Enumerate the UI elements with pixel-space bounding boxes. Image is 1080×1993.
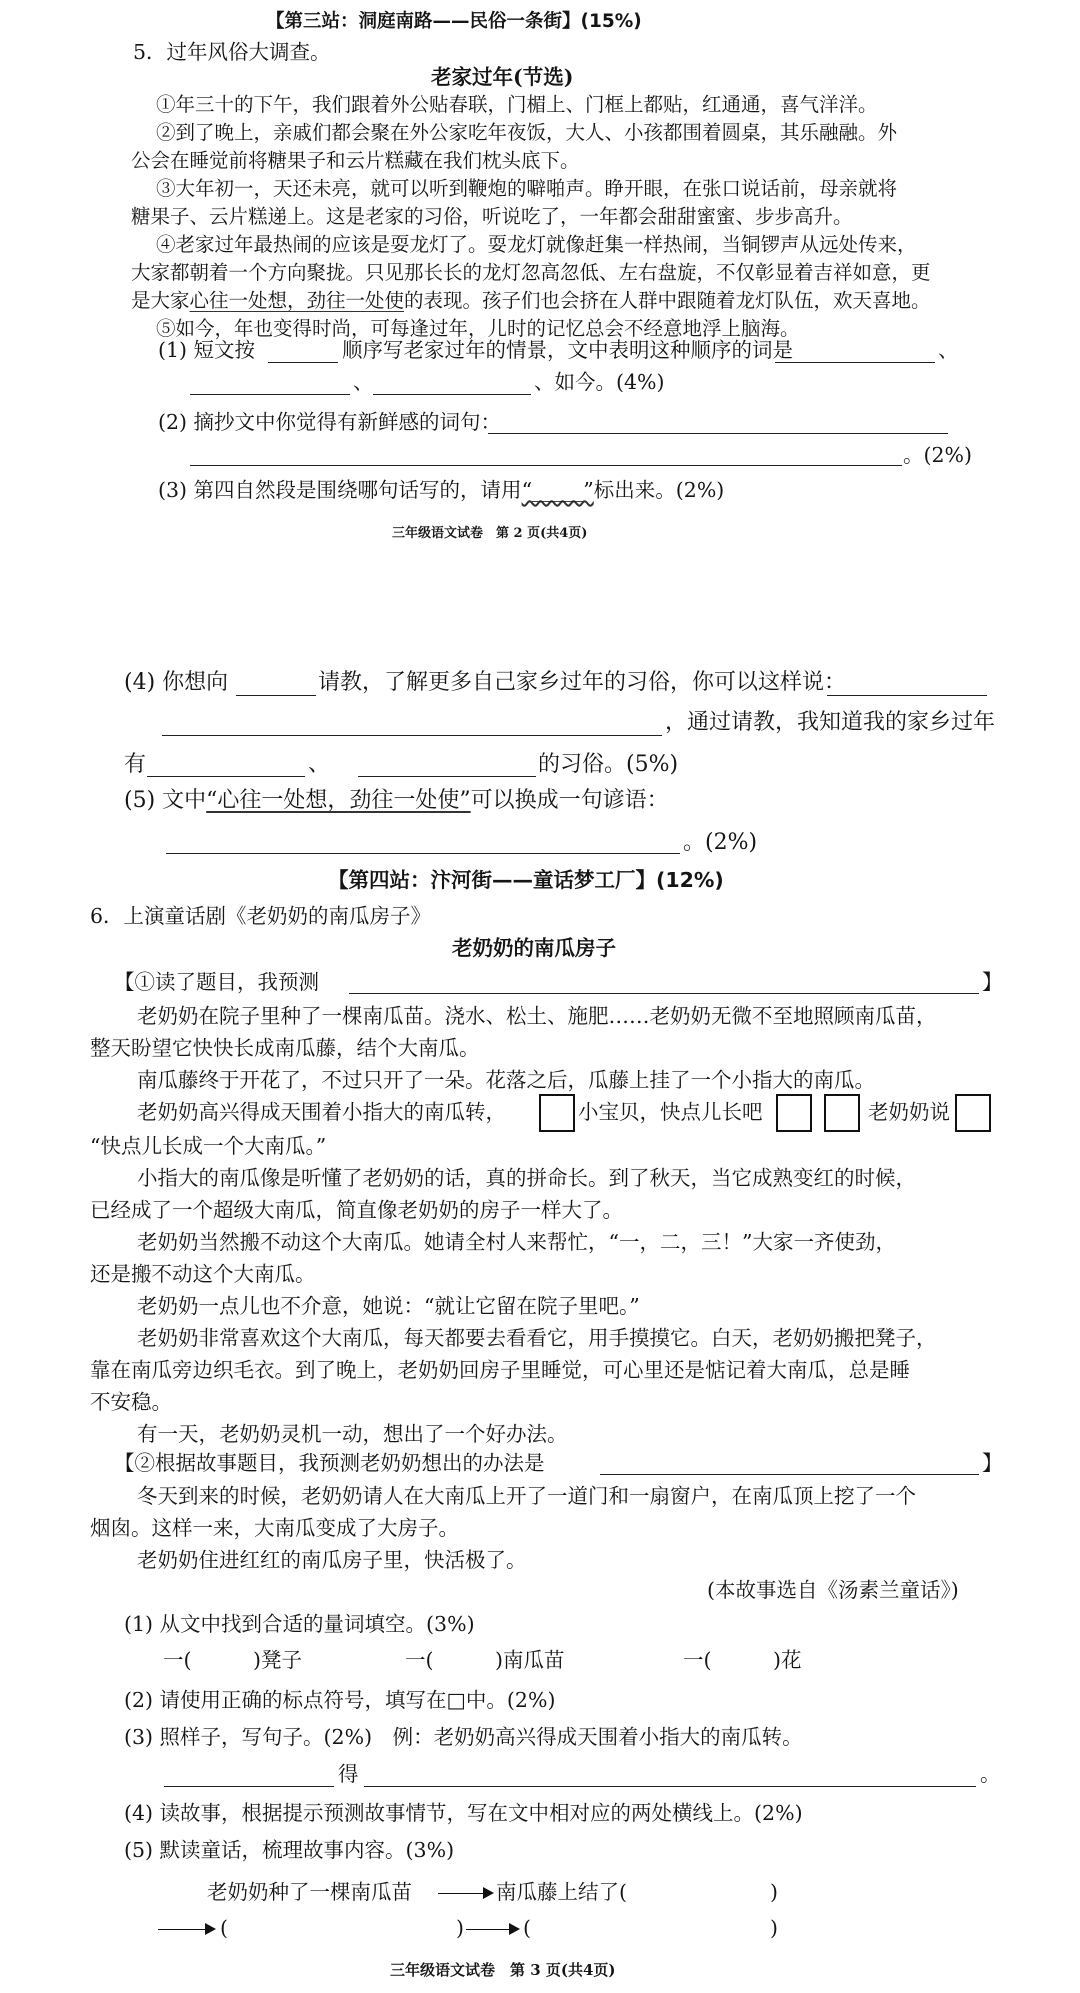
passage-p4c bbox=[131, 291, 931, 311]
q5-2-blank-line1[interactable] bbox=[488, 433, 948, 434]
flow-blank-2[interactable]: ) bbox=[770, 1880, 778, 1904]
story-s9a: 冬天到来的时候，老奶奶请人在大南瓜上开了一道门和一扇窗户，在南瓜顶上挖了一个 bbox=[137, 1484, 916, 1508]
q5-4-line3-sep: 、 bbox=[308, 752, 331, 777]
predict2-close: 】 bbox=[982, 1451, 1003, 1475]
q5-3-mark: “_____” bbox=[521, 478, 594, 502]
sq1-fill-a[interactable]: 一( )凳子 bbox=[163, 1648, 302, 1672]
q5-3-post: 标出来。(2%) bbox=[593, 478, 725, 502]
q5-1-end: 、如今。(4%) bbox=[534, 370, 665, 394]
flow-blank-4-open[interactable]: ( bbox=[523, 1916, 531, 1940]
story-s7a: 老奶奶非常喜欢这个大南瓜，每天都要去看看它，用手摸摸它。白天，老奶奶搬把凳子， bbox=[137, 1326, 937, 1350]
story-title: 老奶奶的南瓜房子 bbox=[452, 936, 616, 960]
q5-1-pre: (1) 短文按 bbox=[158, 338, 256, 362]
story-s4a: 小指大的南瓜像是听懂了老奶奶的话，真的拼命长。到了秋天，当它成熟变红的时候， bbox=[137, 1166, 916, 1190]
passage-p2b: 公会在睡觉前将糖果子和云片糕藏在我们枕头底下。 bbox=[131, 149, 580, 172]
q5-1-sep2: 、 bbox=[353, 370, 374, 394]
flow-arrow-3 bbox=[466, 1929, 518, 1930]
story-s9b: 烟囱。这样一来，大南瓜变成了大房子。 bbox=[90, 1516, 459, 1540]
q5-5-pre: (5) 文中 bbox=[124, 788, 207, 813]
q5-4-line2-end: ，通过请教，我知道我的家乡过年 bbox=[665, 710, 996, 735]
predict2-pre: 【②根据故事题目，我预测老奶奶想出的办法是 bbox=[114, 1451, 545, 1475]
story-source: (本故事选自《汤素兰童话》) bbox=[707, 1578, 959, 1602]
story-s2: 南瓜藤终于开花了，不过只开了一朵。花落之后，瓜藤上挂了一个小指大的南瓜。 bbox=[137, 1068, 875, 1092]
punct-box-2[interactable] bbox=[776, 1094, 812, 1132]
q6-title: 6．上演童话剧《老奶奶的南瓜房子》 bbox=[90, 904, 432, 928]
q5-5 bbox=[124, 790, 669, 812]
story-s6: 老奶奶一点儿也不介意，她说：“就让它留在院子里吧。” bbox=[137, 1294, 640, 1318]
story-s3a-pre: 老奶奶高兴得成天围着小指大的南瓜转， bbox=[137, 1100, 506, 1124]
q5-1-blank-order[interactable] bbox=[268, 362, 338, 363]
punct-box-4[interactable] bbox=[955, 1094, 991, 1132]
story-s3b: “快点儿长成一个大南瓜。” bbox=[90, 1134, 327, 1158]
p4c-underlined: 心往一处想，劲往一处使 bbox=[189, 289, 405, 312]
passage-p1: ①年三十的下午，我们跟着外公贴春联，门楣上、门框上都贴，红通通，喜气洋洋。 bbox=[156, 93, 878, 116]
q5-4-blank-person[interactable] bbox=[236, 695, 316, 696]
sq3-blank-subject[interactable] bbox=[164, 1786, 334, 1787]
q5-4-blank-custom1[interactable] bbox=[147, 776, 305, 777]
sq2-prompt: (2) 请使用正确的标点符号，填写在□中。(2%) bbox=[124, 1688, 556, 1712]
sq3-blank-predicate[interactable] bbox=[364, 1786, 976, 1787]
q5-1-blank-word2[interactable] bbox=[190, 394, 350, 395]
station4-heading: 【第四站：汴河街——童话梦工厂】(12%) bbox=[328, 868, 724, 892]
q5-4-blank-say2[interactable] bbox=[162, 735, 662, 736]
sq4-prompt: (4) 读故事，根据提示预测故事情节，写在文中相对应的两处横线上。(2%) bbox=[124, 1801, 803, 1825]
q5-4-blank-custom2[interactable] bbox=[358, 776, 536, 777]
story-s4b: 已经成了一个超级大南瓜，简直像老奶奶的房子一样大了。 bbox=[90, 1198, 623, 1222]
story-s7c: 不安稳。 bbox=[90, 1390, 172, 1414]
q5-1-blank-word1[interactable] bbox=[775, 362, 935, 363]
p4c-pre: 是大家 bbox=[131, 289, 190, 312]
story-s5a: 老奶奶当然搬不动这个大南瓜。她请全村人来帮忙，“一，二，三！”大家一齐使劲， bbox=[137, 1230, 896, 1254]
p4c-post: 的表现。孩子们也会挤在人群中跟随着龙灯队伍，欢天喜地。 bbox=[404, 289, 931, 312]
story-s10: 老奶奶住进红红的南瓜房子里，快活极了。 bbox=[137, 1548, 527, 1572]
q5-5-blank-proverb[interactable] bbox=[166, 853, 680, 854]
passage-p2a: ②到了晚上，亲戚们都会聚在外公家吃年夜饭，大人、小孩都围着圆桌，其乐融融。外 bbox=[156, 121, 898, 144]
page3-footer: 三年级语文试卷 第 3 页(共4页) bbox=[390, 1961, 616, 1979]
story-s1b: 整天盼望它快快长成南瓜藤，结个大南瓜。 bbox=[90, 1036, 480, 1060]
q5-4-mid: 请教，了解更多自己家乡过年的习俗，你可以这样说： bbox=[318, 670, 847, 695]
story-s3a-mid: 小宝贝，快点儿长吧 bbox=[578, 1100, 763, 1124]
q5-2-blank-line2[interactable] bbox=[190, 465, 902, 466]
q5-4-pre: (4) 你想向 bbox=[124, 670, 229, 695]
q5-3 bbox=[158, 480, 724, 501]
flow-arrow-1 bbox=[438, 1893, 492, 1894]
flow-blank-4-close[interactable]: ) bbox=[770, 1916, 778, 1940]
passage-title: 老家过年(节选) bbox=[431, 65, 574, 89]
q5-2-end: 。(2%) bbox=[903, 443, 973, 467]
station3-heading: 【第三站：洞庭南路——民俗一条街】(15%) bbox=[266, 11, 642, 32]
sq1-fill-b[interactable]: 一( )南瓜苗 bbox=[405, 1648, 565, 1672]
q5-4-line3-pre: 有 bbox=[124, 752, 147, 777]
q5-2-prompt: (2) 摘抄文中你觉得有新鲜感的词句： bbox=[158, 410, 502, 434]
passage-p3b: 糖果子、云片糕递上。这是老家的习俗，听说吃了，一年都会甜甜蜜蜜、步步高升。 bbox=[131, 205, 853, 228]
q5-1-mid: 顺序写老家过年的情景，文中表明这种顺序的词是 bbox=[342, 338, 793, 362]
sq1-prompt: (1) 从文中找到合适的量词填空。(3%) bbox=[124, 1612, 475, 1636]
q5-1-blank-word3[interactable] bbox=[373, 394, 531, 395]
q5-4-line3-end: 的习俗。(5%) bbox=[538, 752, 679, 777]
story-s7b: 靠在南瓜旁边织毛衣。到了晚上，老奶奶回房子里睡觉，可心里还是惦记着大南瓜，总是睡 bbox=[90, 1358, 910, 1382]
predict2-blank[interactable] bbox=[600, 1474, 979, 1475]
flow-arrow-2 bbox=[158, 1929, 214, 1930]
sq5-prompt: (5) 默读童话，梳理故事内容。(3%) bbox=[124, 1838, 455, 1862]
flow-blank-3-open[interactable]: ( bbox=[220, 1916, 228, 1940]
q5-5-post: 可以换成一句谚语： bbox=[470, 788, 669, 813]
flow-step2: 南瓜藤上结了( bbox=[496, 1880, 627, 1904]
q5-3-pre: (3) 第四自然段是围绕哪句话写的，请用 bbox=[158, 478, 522, 502]
story-s1a: 老奶奶在院子里种了一棵南瓜苗。浇水、松土、施肥……老奶奶无微不至地照顾南瓜苗， bbox=[137, 1004, 937, 1028]
q5-1-sep: 、 bbox=[938, 338, 959, 362]
predict1-close: 】 bbox=[982, 970, 1003, 994]
sq3-de: 得 bbox=[338, 1762, 359, 1786]
story-s3a-post: 老奶奶说 bbox=[868, 1100, 950, 1124]
sq3-prompt: (3) 照样子，写句子。(2%) 例：老奶奶高兴得成天围着小指大的南瓜转。 bbox=[124, 1725, 803, 1749]
passage-p3a: ③大年初一，天还未亮，就可以听到鞭炮的噼啪声。睁开眼，在张口说话前，母亲就将 bbox=[156, 177, 898, 200]
flow-blank-3-close[interactable]: ) bbox=[456, 1916, 464, 1940]
sq3-end: 。 bbox=[980, 1762, 1001, 1786]
q5-title: 5．过年风俗大调查。 bbox=[133, 40, 331, 64]
punct-box-1[interactable] bbox=[539, 1094, 575, 1132]
q5-5-quote: “心往一处想，劲往一处使” bbox=[206, 788, 471, 813]
page2-footer: 三年级语文试卷 第 2 页(共4页) bbox=[392, 526, 588, 541]
predict1-blank[interactable] bbox=[349, 993, 979, 994]
sq1-fill-c[interactable]: 一( )花 bbox=[683, 1648, 802, 1672]
story-s8: 有一天，老奶奶灵机一动，想出了一个好办法。 bbox=[137, 1422, 568, 1446]
predict1-pre: 【①读了题目，我预测 bbox=[114, 970, 319, 994]
q5-4-blank-say1[interactable] bbox=[827, 695, 987, 696]
passage-p5: ⑤如今，年也变得时尚，可每逢过年，儿时的记忆总会不经意地浮上脑海。 bbox=[156, 317, 800, 340]
flow-start: 老奶奶种了一棵南瓜苗 bbox=[207, 1880, 412, 1904]
punct-box-3[interactable] bbox=[824, 1094, 860, 1132]
story-s5b: 还是搬不动这个大南瓜。 bbox=[90, 1262, 316, 1286]
passage-p4a: ④老家过年最热闹的应该是耍龙灯了。耍龙灯就像赶集一样热闹，当铜锣声从远处传来， bbox=[156, 233, 917, 256]
q5-5-end: 。(2%) bbox=[683, 830, 758, 855]
passage-p4b: 大家都朝着一个方向聚拢。只见那长长的龙灯忽高忽低、左右盘旋，不仅彰显着吉祥如意，更 bbox=[131, 261, 931, 284]
